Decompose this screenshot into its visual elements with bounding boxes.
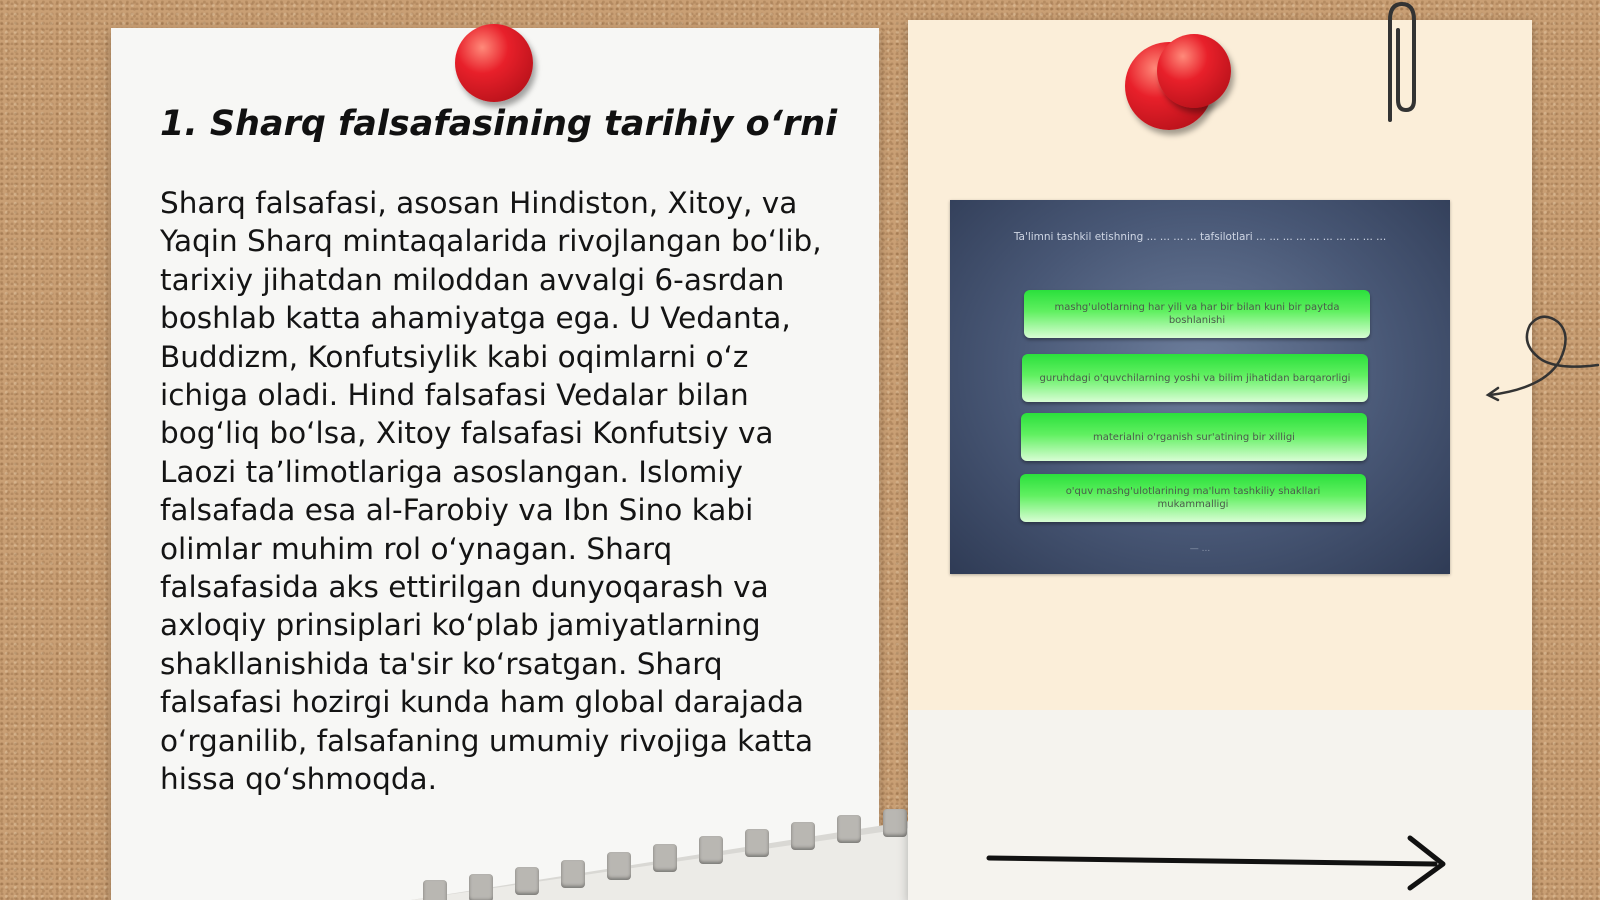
quiz-footer: — ... — [1189, 544, 1211, 554]
quiz-answer: guruhdagi o'quvchilarning yoshi va bilim jihatidan barqarorligi — [1022, 354, 1368, 402]
torn-perforation — [411, 800, 979, 900]
quiz-answer: mashg'ulotlarning har yili va har bir bilan kuni bir paytda boshlanishi — [1024, 290, 1370, 338]
quiz-answer: materialni o'rganish sur'atining bir xilligi — [1021, 413, 1367, 461]
push-pin-icon — [455, 24, 533, 102]
quiz-screenshot — [950, 200, 1450, 574]
body-paragraph: Sharq falsafasi, asosan Hindiston, Xitoy, va Yaqin Sharq mintaqalarida rivojlangan bo‘lib, tarixiy jihatdan miloddan avvalgi 6-asrdan boshlab katta ahamiyatga ega. U Vedanta, Buddizm, Konfutsiylik kabi oqimlarni o‘z ichiga oladi. Hind falsafasi Vedalar bilan bog‘liq bo‘lsa, Xitoy falsafasi Konfutsiy va Laozi ta’limotlariga asoslangan. Islomiy falsafada esa al-Farobiy va Ibn Sino kabi olimlar muhim rol o‘ynagan. Sharq falsafasida aks ettirilgan dunyoqarash va axloqiy prinsiplari ko‘plab jamiyatlarning shakllanishida ta'sir ko‘rsatgan. Sharq falsafasi hozirgi kunda ham global darajada o‘rganilib, falsafaning umumiy rivojiga katta hissa qo‘shmoqda. — [160, 186, 822, 797]
paperclip-icon — [1370, 0, 1430, 130]
right-arrow-icon — [985, 832, 1455, 892]
loop-arrow-doodle-icon — [1480, 310, 1600, 410]
push-pin-icon — [1157, 34, 1231, 108]
quiz-question: Ta'limni tashkil etishning ... ... ... ... tafsilotlari ... ... ... ... ... ... ... ... ... ... — [1013, 231, 1387, 243]
page-title: 1. Sharq falsafasining tarihiy o‘rni — [160, 104, 838, 144]
quiz-answer: o'quv mashg'ulotlarining ma'lum tashkiliy shakllari mukammalligi — [1020, 474, 1366, 522]
